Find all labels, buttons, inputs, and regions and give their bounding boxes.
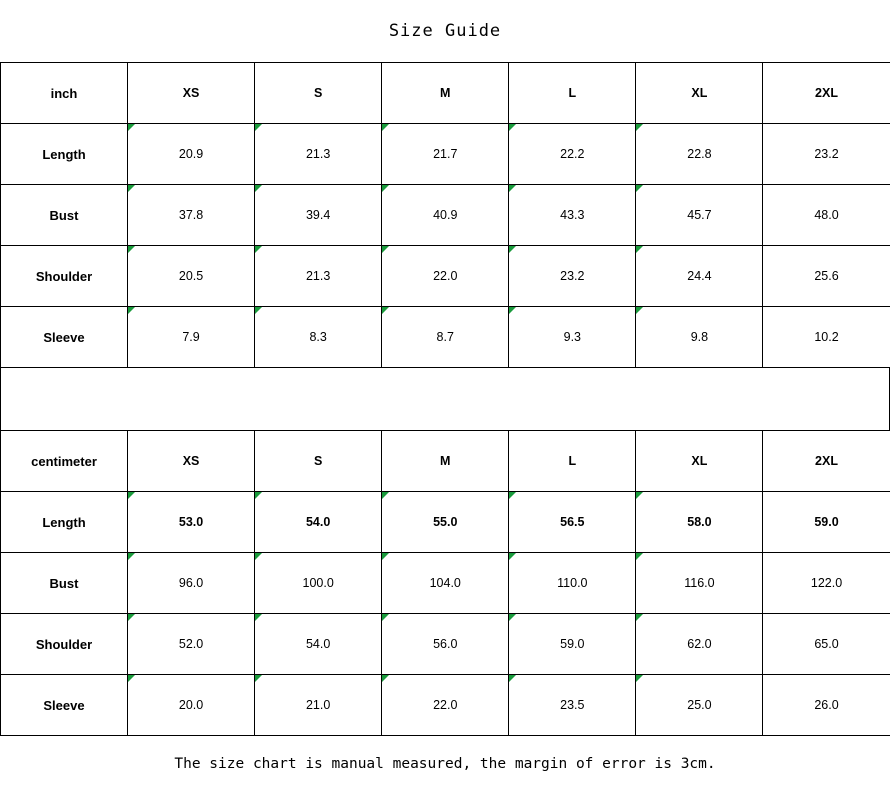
cell-shoulder-l: 23.2 <box>509 246 636 307</box>
cell-sleeve-m: 22.0 <box>382 675 509 736</box>
cell-length-s: 54.0 <box>255 492 382 553</box>
column-header-2xl: 2XL <box>763 63 890 124</box>
cell-shoulder-s: 21.3 <box>255 246 382 307</box>
cell-sleeve-s: 8.3 <box>255 307 382 368</box>
unit-label-inch: inch <box>1 63 128 124</box>
column-header-l: L <box>509 431 636 492</box>
cell-length-xl: 22.8 <box>636 124 763 185</box>
cell-sleeve-2xl: 26.0 <box>763 675 890 736</box>
cell-bust-m: 104.0 <box>382 553 509 614</box>
cell-bust-l: 110.0 <box>509 553 636 614</box>
table-row <box>1 492 890 553</box>
cell-length-xs: 53.0 <box>128 492 255 553</box>
cell-shoulder-2xl: 25.6 <box>763 246 890 307</box>
cell-bust-xl: 116.0 <box>636 553 763 614</box>
size-table-inch <box>0 62 890 368</box>
cell-sleeve-s: 21.0 <box>255 675 382 736</box>
cell-shoulder-xs: 52.0 <box>128 614 255 675</box>
cell-bust-xs: 96.0 <box>128 553 255 614</box>
unit-label-centimeter: centimeter <box>1 431 128 492</box>
cell-shoulder-2xl: 65.0 <box>763 614 890 675</box>
size-table-centimeter <box>0 430 890 736</box>
cell-shoulder-m: 56.0 <box>382 614 509 675</box>
column-header-m: M <box>382 63 509 124</box>
cell-shoulder-xs: 20.5 <box>128 246 255 307</box>
cell-shoulder-m: 22.0 <box>382 246 509 307</box>
row-label-bust: Bust <box>1 185 128 246</box>
column-header-xs: XS <box>128 63 255 124</box>
cell-length-xs: 20.9 <box>128 124 255 185</box>
column-header-l: L <box>509 63 636 124</box>
column-header-xl: XL <box>636 431 763 492</box>
cell-bust-2xl: 48.0 <box>763 185 890 246</box>
cell-shoulder-s: 54.0 <box>255 614 382 675</box>
table-row <box>1 307 890 368</box>
cell-length-m: 21.7 <box>382 124 509 185</box>
cell-sleeve-m: 8.7 <box>382 307 509 368</box>
cell-sleeve-xs: 20.0 <box>128 675 255 736</box>
cell-length-2xl: 23.2 <box>763 124 890 185</box>
row-label-shoulder: Shoulder <box>1 246 128 307</box>
column-header-m: M <box>382 431 509 492</box>
table-header-row <box>1 431 890 492</box>
cell-bust-xl: 45.7 <box>636 185 763 246</box>
cell-bust-l: 43.3 <box>509 185 636 246</box>
column-header-s: S <box>255 63 382 124</box>
table-row <box>1 553 890 614</box>
page-title: Size Guide <box>388 21 502 41</box>
cell-bust-s: 100.0 <box>255 553 382 614</box>
cell-sleeve-l: 23.5 <box>509 675 636 736</box>
cell-shoulder-xl: 62.0 <box>636 614 763 675</box>
column-header-s: S <box>255 431 382 492</box>
table-row <box>1 185 890 246</box>
column-header-2xl: 2XL <box>763 431 890 492</box>
cell-sleeve-xs: 7.9 <box>128 307 255 368</box>
row-label-sleeve: Sleeve <box>1 307 128 368</box>
table-header-row <box>1 63 890 124</box>
cell-sleeve-2xl: 10.2 <box>763 307 890 368</box>
table-row <box>1 614 890 675</box>
table-row <box>1 246 890 307</box>
column-header-xl: XL <box>636 63 763 124</box>
cell-sleeve-xl: 9.8 <box>636 307 763 368</box>
row-label-length: Length <box>1 124 128 185</box>
table-row <box>1 124 890 185</box>
cell-bust-xs: 37.8 <box>128 185 255 246</box>
cell-bust-2xl: 122.0 <box>763 553 890 614</box>
row-label-length: Length <box>1 492 128 553</box>
column-header-xs: XS <box>128 431 255 492</box>
cell-sleeve-xl: 25.0 <box>636 675 763 736</box>
cell-length-l: 56.5 <box>509 492 636 553</box>
cell-bust-s: 39.4 <box>255 185 382 246</box>
cell-length-2xl: 59.0 <box>763 492 890 553</box>
measurement-disclaimer: The size chart is manual measured, the margin of error is 3cm. <box>174 756 716 772</box>
row-label-sleeve: Sleeve <box>1 675 128 736</box>
table-separator <box>0 368 890 430</box>
cell-length-xl: 58.0 <box>636 492 763 553</box>
row-label-bust: Bust <box>1 553 128 614</box>
cell-length-l: 22.2 <box>509 124 636 185</box>
cell-sleeve-l: 9.3 <box>509 307 636 368</box>
cell-length-m: 55.0 <box>382 492 509 553</box>
cell-bust-m: 40.9 <box>382 185 509 246</box>
cell-shoulder-l: 59.0 <box>509 614 636 675</box>
cell-length-s: 21.3 <box>255 124 382 185</box>
cell-shoulder-xl: 24.4 <box>636 246 763 307</box>
row-label-shoulder: Shoulder <box>1 614 128 675</box>
table-row <box>1 675 890 736</box>
